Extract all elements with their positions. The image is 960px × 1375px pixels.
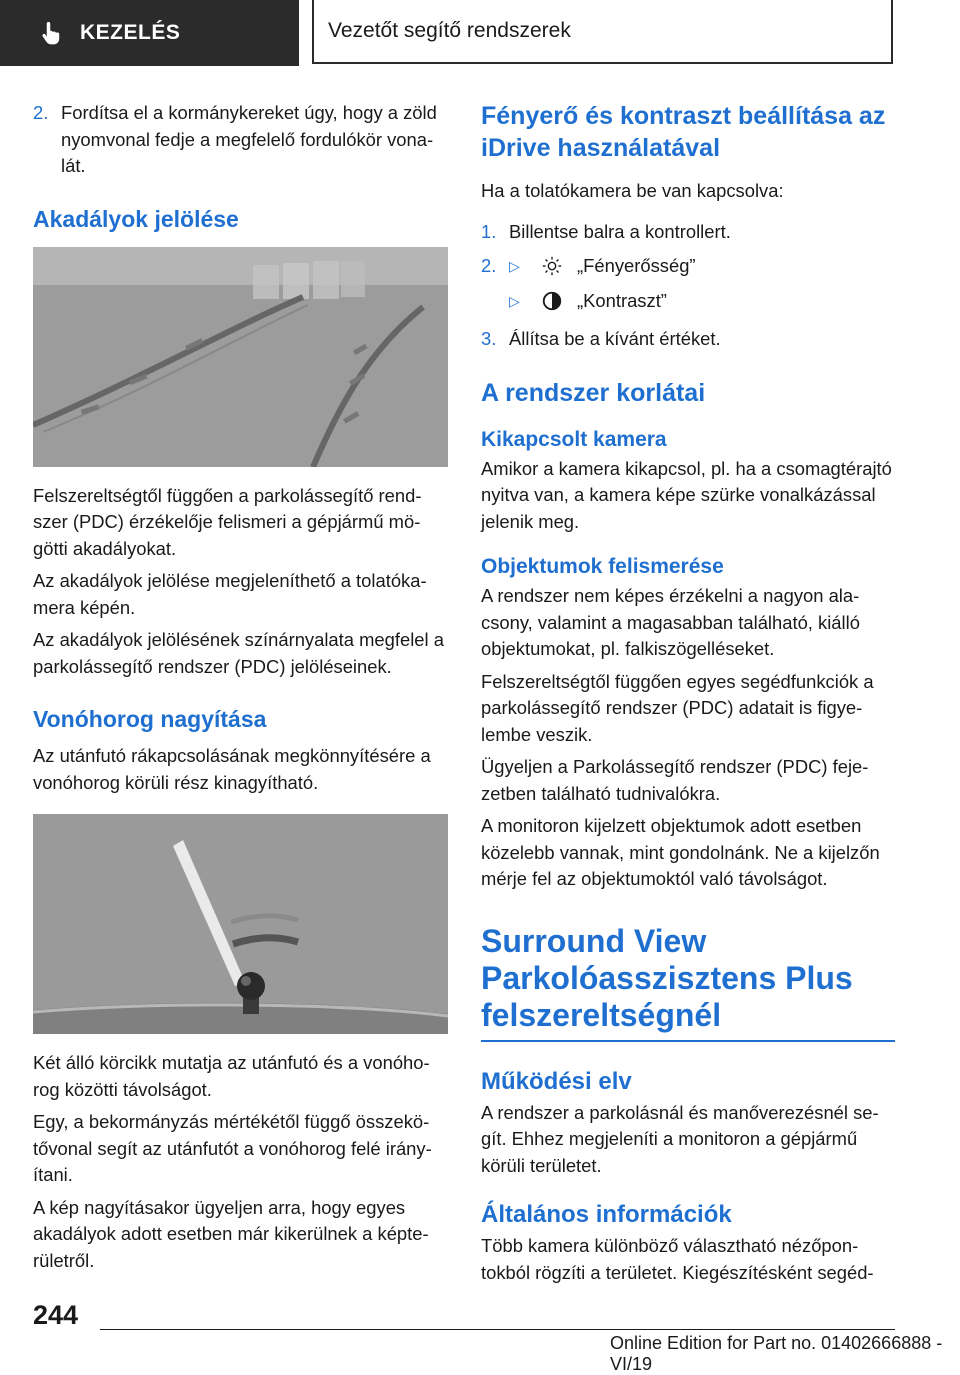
sun-icon (541, 255, 563, 277)
sub-item (509, 288, 696, 315)
heading-objects: Objektumok felismerése (481, 555, 724, 578)
footer-divider (100, 1329, 895, 1330)
paragraph: Az utánfutó rákapcsolásának megkönnyítésére a vonóhorog körüli rész kinagyítható. (33, 745, 431, 793)
paragraph: Felszereltségtől függően a parkolássegítő rendszer (PDC) érzékelője felismeri a gépjármű mögötti akadályokat. (33, 484, 422, 559)
sub-item (509, 253, 696, 280)
heading-principle: Működési elv (481, 1067, 632, 1095)
step-item (481, 219, 895, 246)
heading-general-info: Általános információk (481, 1201, 732, 1228)
step-text: Állítsa be a kívánt értéket. (509, 328, 721, 349)
paragraph: Több kamera különböző választható nézőpontokból rögzíti a területet. Kiegészítésként segéd- (481, 1235, 874, 1283)
heading-brightness: Fényerő és kontraszt beállítása az iDrive használatával (481, 102, 886, 162)
paragraph: Felszereltségtől függően egyes segédfunkciók a parkolássegítő rendszer (PDC) adatait is figyelembe veszik. (481, 670, 874, 745)
paragraph: Amikor a kamera kikapcsol, pl. ha a csomagtérajtó nyitva van, a kamera képe szürke vonalkázással jelenik meg. (481, 457, 892, 532)
contrast-icon (541, 290, 563, 312)
paragraph: A rendszer nem képes érzékelni a nagyon alacsony, valamint a magasabban található, kiálló objektumokat, pl. falkiszögelléseket. (481, 585, 860, 659)
paragraph: Ügyeljen a Parkolássegítő rendszer (PDC) fejezetben található tudnivalókra. (481, 756, 869, 804)
menu-item-brightness: „Fényerősség” (577, 255, 696, 276)
menu-item-contrast: „Kontraszt” (577, 289, 667, 311)
page-header (0, 0, 960, 66)
step-item (33, 100, 448, 180)
hitch-graphic (33, 814, 448, 1034)
page-number: 244 (33, 1300, 79, 1330)
edition-note: Online Edition for Part no. 01402666888 - VI/19 (610, 1333, 943, 1374)
paragraph: Egy, a bekormányzás mértékétől függő összekötővonal segít az utánfutót a vonóhorog felé irányítani. (33, 1111, 432, 1185)
paragraph: A kép nagyításakor ügyeljen arra, hogy egyes akadályok adott esetben már kikerülnek a képterületről. (33, 1196, 429, 1271)
step-number: 2. (481, 255, 497, 276)
paragraph: Az akadályok jelölésének színárnyalata megfelel a parkolássegítő rendszer (PDC) jelöléseinek. (33, 629, 444, 677)
triangle-right-icon: ▷ (509, 258, 520, 274)
triangle-right-icon: ▷ (509, 292, 520, 309)
hand-pointer-icon (38, 19, 66, 47)
paragraph: Ha a tolatókamera be van kapcsolva: (481, 180, 784, 201)
chapter-tab (312, 0, 893, 64)
paragraph: Két álló körcikk mutatja az utánfutó és a vonóhorog közötti távolságot. (33, 1052, 430, 1100)
chapter-label: Vezetőt segítő rendszerek (328, 19, 571, 42)
right-column (481, 100, 895, 1292)
paragraph: A rendszer a parkolásnál és manőverezésnél segít. Ehhez megjeleníti a monitoron a gépjármű körüli területet. (481, 1101, 879, 1176)
heading-hitch: Vonóhorog nagyítása (33, 706, 267, 732)
section-tab (0, 0, 299, 66)
heading-camera-off: Kikapcsolt kamera (481, 427, 667, 451)
step-number: 1. (481, 220, 497, 242)
heading-surround-view: Surround View Parkolóasszisztens Plus felszereltségnél (481, 923, 895, 1042)
step-item (481, 326, 895, 353)
heading-limits: A rendszer korlátai (481, 378, 706, 407)
obstacle-camera-image (33, 247, 448, 467)
left-column (33, 100, 448, 1280)
section-label: KEZELÉS (80, 21, 181, 44)
step-number: 3. (481, 328, 497, 349)
step-item (481, 253, 895, 322)
heading-obstacles: Akadályok jelölése (33, 205, 239, 232)
step-text: Billentse balra a kontrollert. (509, 220, 731, 242)
hitch-zoom-image (33, 814, 448, 1034)
step-number: 2. (33, 102, 49, 123)
step-text: Fordítsa el a kormánykereket úgy, hogy a zöld nyomvonal fedje a megfelelő fordulókör vonalát. (61, 102, 437, 176)
paragraph: A monitoron kijelzett objektumok adott esetben közelebb vannak, mint gondolnánk. Ne a kijelzőn mérje fel az objektumoktól való távolságot. (481, 815, 880, 889)
obstacle-markings-graphic (33, 247, 448, 467)
paragraph: Az akadályok jelölése megjeleníthető a tolatókamera képén. (33, 570, 427, 618)
